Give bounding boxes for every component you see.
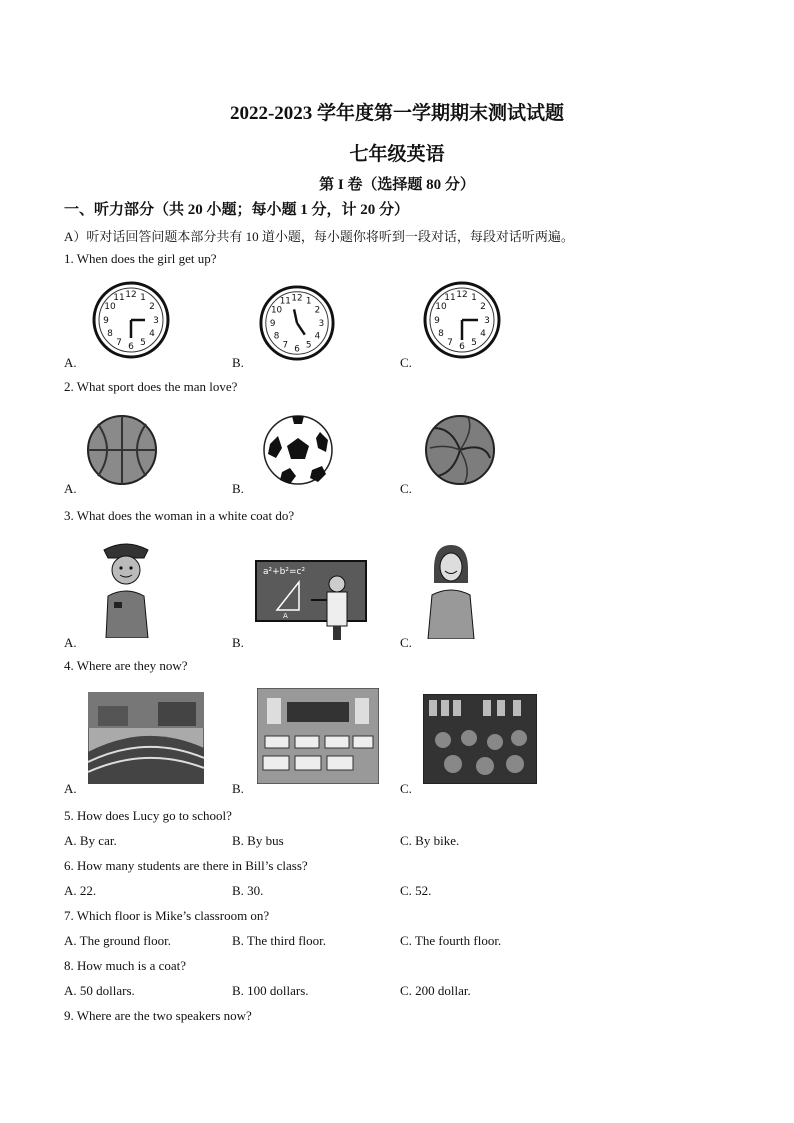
question-6: 6. How many students are there in Bill’s class? [64, 858, 308, 873]
svg-text:12: 12 [125, 290, 137, 300]
option-c: C. 52. [400, 883, 432, 898]
svg-text:2: 2 [480, 302, 486, 312]
section-heading: 一、听力部分（共 20 小题；每小题 1 分，计 20 分） [64, 202, 410, 218]
clock-icon [258, 284, 336, 362]
basketball-icon [86, 414, 158, 486]
svg-text:1: 1 [471, 293, 477, 303]
option-b: B. [232, 781, 244, 796]
question-7: 7. Which floor is Mike’s classroom on? [64, 908, 270, 923]
svg-text:8: 8 [273, 331, 280, 342]
svg-text:6: 6 [128, 342, 134, 352]
svg-text:a²+b²=c²: a²+b²=c² [263, 567, 306, 577]
svg-text:10: 10 [270, 305, 283, 316]
option-a: A. [64, 481, 77, 496]
option-c: C. [400, 355, 412, 370]
section-instructions: A）听对话回答问题本部分共有 10 道小题，每小题你将听到一段对话，每段对话听两遍。 [64, 229, 574, 244]
option-c: C. [400, 481, 412, 496]
library-photo [423, 694, 537, 784]
option-c: C. The fourth floor. [400, 933, 502, 948]
svg-text:9: 9 [434, 316, 440, 326]
option-a: A. By car. [64, 833, 117, 848]
option-b: B. By bus [232, 833, 284, 848]
svg-text:12: 12 [456, 290, 468, 300]
svg-text:9: 9 [269, 318, 276, 329]
option-a: A. 50 dollars. [64, 983, 135, 998]
volleyball-icon [424, 414, 496, 486]
option-b: B. [232, 481, 244, 496]
question-9: 9. Where are the two speakers now? [64, 1008, 252, 1023]
playground-photo [88, 692, 204, 784]
soccer-ball-icon [262, 414, 334, 486]
option-b: B. The third floor. [232, 933, 327, 948]
option-a: A. [64, 635, 77, 650]
classroom-photo [257, 688, 379, 784]
option-a: A. 22. [64, 883, 97, 898]
svg-text:10: 10 [104, 302, 116, 312]
option-a: A. [64, 355, 77, 370]
svg-text:2: 2 [149, 302, 155, 312]
svg-text:11: 11 [113, 293, 125, 303]
option-b: B. [232, 355, 244, 370]
svg-text:7: 7 [116, 338, 122, 348]
page-title: 2022-2023 学年度第一学期期末测试试题 [229, 103, 565, 124]
svg-text:8: 8 [438, 329, 444, 339]
question-5: 5. How does Lucy go to school? [64, 808, 232, 823]
option-c: C. [400, 781, 412, 796]
svg-text:A: A [283, 612, 288, 620]
svg-text:3: 3 [153, 316, 159, 326]
svg-text:7: 7 [282, 340, 289, 351]
question-4: 4. Where are they now? [64, 658, 188, 673]
svg-text:11: 11 [279, 296, 291, 307]
woman-icon [422, 543, 480, 639]
subject-title: 七年级英语 [349, 144, 445, 165]
option-b: B. 100 dollars. [232, 983, 309, 998]
svg-text:10: 10 [435, 302, 447, 312]
police-officer-icon [98, 538, 154, 638]
teacher-blackboard-icon [255, 560, 367, 642]
svg-text:4: 4 [314, 331, 321, 342]
svg-text:11: 11 [444, 293, 456, 303]
svg-text:3: 3 [318, 318, 325, 329]
svg-text:9: 9 [103, 316, 109, 326]
svg-text:1: 1 [140, 293, 146, 303]
svg-text:7: 7 [447, 338, 453, 348]
question-1: 1. When does the girl get up? [64, 251, 217, 266]
svg-text:5: 5 [471, 338, 477, 348]
svg-text:5: 5 [140, 338, 146, 348]
option-a: A. [64, 781, 77, 796]
svg-text:6: 6 [459, 342, 465, 352]
option-a: A. The ground floor. [64, 933, 171, 948]
clock-icon [422, 280, 502, 360]
svg-text:4: 4 [480, 329, 486, 339]
svg-text:8: 8 [107, 329, 113, 339]
question-3: 3. What does the woman in a white coat do? [64, 508, 295, 523]
question-2: 2. What sport does the man love? [64, 379, 238, 394]
svg-text:2: 2 [314, 305, 321, 316]
svg-text:3: 3 [484, 316, 490, 326]
option-c: C. [400, 635, 412, 650]
option-c: C. 200 dollar. [400, 983, 471, 998]
svg-text:5: 5 [305, 340, 312, 351]
option-b: B. 30. [232, 883, 264, 898]
svg-text:6: 6 [294, 344, 300, 355]
svg-text:12: 12 [291, 293, 303, 304]
volume-title: 第 I 卷（选择题 80 分） [319, 177, 475, 193]
svg-text:1: 1 [305, 296, 312, 307]
option-b: B. [232, 635, 244, 650]
question-8: 8. How much is a coat? [64, 958, 187, 973]
option-c: C. By bike. [400, 833, 460, 848]
svg-text:4: 4 [149, 329, 155, 339]
clock-icon [91, 280, 171, 360]
